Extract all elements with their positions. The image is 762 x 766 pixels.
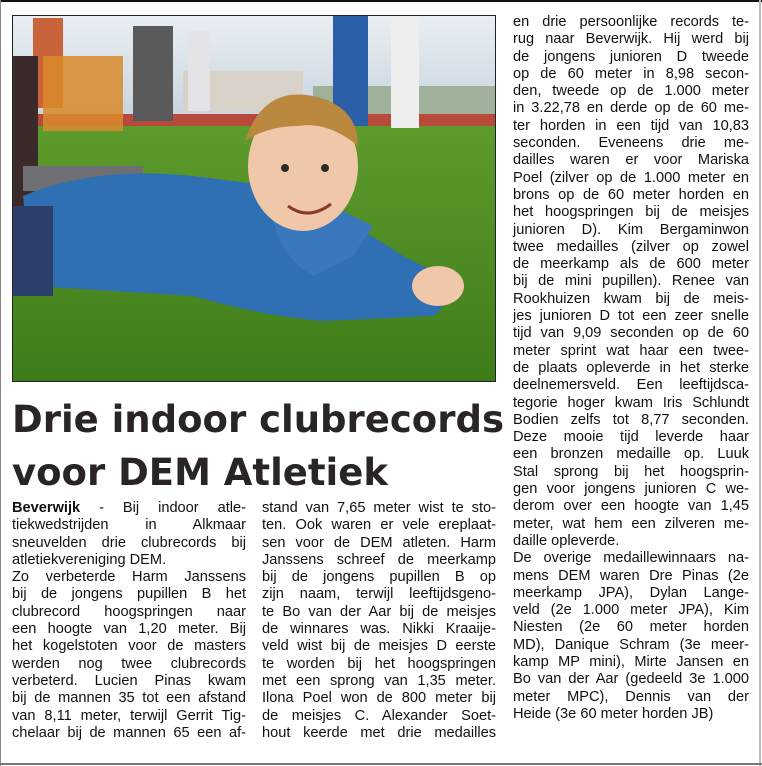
- text-line: jes junioren D tot een zeer snelle: [513, 308, 749, 325]
- dateline: Beverwijk: [12, 500, 81, 516]
- text-line: sen voor de DEM atleten. Harm: [262, 534, 496, 551]
- text-line: atletiekvereniging DEM.: [12, 551, 167, 568]
- text-line: meter, wat hem een zilveren me-: [513, 515, 749, 532]
- text-line: twee medailles (zilver op zowel: [513, 238, 749, 255]
- article-column-2: [262, 500, 496, 742]
- text-line: seconden. Eveneens drie me-: [513, 135, 749, 152]
- text-line: tijd van 9,09 seconden op de 60: [513, 325, 749, 342]
- text-line: Zo verbeterde Harm Janssens: [12, 569, 246, 586]
- text-line: meter sprint wat haar een twee-: [513, 342, 749, 359]
- text-line: deelnemersveld. Een leeftijdsca-: [513, 377, 749, 394]
- text-line: den, tweede op de 1.000 meter: [513, 83, 749, 100]
- text-line: De overige medaillewinnaars na-: [513, 550, 749, 567]
- text-line: sneuvelden drie clubrecords bij: [12, 534, 246, 551]
- text-line: veld (2e 1.000 meter JPA), Kim: [513, 602, 749, 619]
- text-line: de jongens junioren D tweede: [513, 48, 749, 65]
- text-line: het kogelstoten voor de masters: [12, 638, 246, 655]
- text-line: Heide (3e 60 meter horden JB): [513, 705, 714, 722]
- text-line: brons op de 60 meter horden en: [513, 186, 749, 203]
- page-border-bottom: [0, 763, 762, 765]
- text-line: de winnares was. Nikki Kraaije-: [262, 621, 496, 638]
- text-line: op de 60 meter in 8,98 secon-: [513, 65, 749, 82]
- text-line: de meerkamp als de 600 meter: [513, 256, 749, 273]
- text-line: Stal sprong bij het hoogsprin-: [513, 463, 749, 480]
- text-line: tiekwedstrijden in Alkmaar: [12, 517, 246, 534]
- text-line: MD), Danique Schram (3e meer-: [513, 636, 749, 653]
- headline-line-1: Drie indoor clubrecords: [12, 398, 504, 441]
- text-line: kamp MP mini), Mirte Jansen en: [513, 653, 749, 670]
- text-line: bij de jongens pupillen B op: [262, 569, 496, 586]
- text-line: clubrecord hoogspringen naar: [12, 603, 246, 620]
- text-line: in 3.22,78 en derde op de 60 me-: [513, 100, 749, 117]
- text-line: Bo van der Aar (gedeeld 3e 1.000: [513, 671, 749, 688]
- text-line: chelaar bij de mannen 65 een af-: [12, 724, 246, 741]
- text-line: de meisjes C. Alexander Soet-: [262, 707, 496, 724]
- text-line: Niesten (2e 60 meter horden: [513, 619, 749, 636]
- text-line: van 8,11 meter, terwijl Gerrit Tig-: [12, 707, 246, 724]
- text-line: gen voor jongens junioren C we-: [513, 481, 749, 498]
- article-column-1: [12, 500, 246, 742]
- text-line: Ilona Poel won de 800 meter bij: [262, 690, 496, 707]
- text-line: zijn naam, terwijl leeftijdsgeno-: [262, 586, 496, 603]
- text-line: de plaats opleverde in het sterke: [513, 359, 749, 376]
- text-line: bij de mini pupillen). Renee van: [513, 273, 749, 290]
- text-line: te Bo van der Aar bij de meisjes: [262, 603, 496, 620]
- text-line: meerkamp JPA), Dylan Lange-: [513, 584, 749, 601]
- text-line: daille opleverde.: [513, 532, 620, 549]
- page-border-top: [0, 0, 762, 2]
- page-border-right: [759, 0, 761, 766]
- text-line: Poel (zilver op de 1.000 meter en: [513, 169, 749, 186]
- text-line: Deze mooie tijd leverde haar: [513, 429, 749, 446]
- text-line: rug naar Beverwijk. Hij werd bij: [513, 31, 749, 48]
- text-line: een bronzen medaille op. Luuk: [513, 446, 749, 463]
- article-photo: [12, 15, 496, 382]
- text-line: het hoogspringen bij de meisjes: [513, 204, 749, 221]
- text-line: Janssens schreef de meerkamp: [262, 551, 496, 568]
- text-line: tegorie hoger kwam Iris Schlundt: [513, 394, 749, 411]
- text-line: meter MPC), Dennis van der: [513, 688, 749, 705]
- text-line: bij de mannen 35 tot een afstand: [12, 690, 246, 707]
- text-line: Bodien zelfs tot 8,77 seconden.: [513, 411, 749, 428]
- text-line: bij de jongens pupillen B het: [12, 586, 246, 603]
- text-line: mens DEM waren Dre Pinas (2e: [513, 567, 749, 584]
- text-line: junioren D). Kim Bergaminwon: [513, 221, 749, 238]
- text-line: dailles waren er voor Mariska: [513, 152, 749, 169]
- headline-line-2: voor DEM Atletiek: [12, 451, 388, 494]
- text-line: verbeterd. Lucien Pinas kwam: [12, 672, 246, 689]
- photo-boy-on-grass: [13, 16, 495, 381]
- page-border-left: [0, 0, 1, 766]
- text-line: Rookhuizen kwam bij de meis-: [513, 290, 749, 307]
- text-line: ten. Ook waren er vele ereplaat-: [262, 517, 496, 534]
- text-line: een hoogte van 1,20 meter. Bij: [12, 621, 246, 638]
- text-line: stand van 7,65 meter wist te sto-: [262, 500, 496, 516]
- text-line: te worden bij het hoogspringen: [262, 655, 496, 672]
- text-line: ter horden in een tijd van 10,83: [513, 117, 749, 134]
- text-line: derom over een hoogte van 1,45: [513, 498, 749, 515]
- headline: [12, 393, 502, 499]
- text-line: en drie persoonlijke records te-: [513, 14, 749, 30]
- text-line: veld wist bij de meisjes D eerste: [262, 638, 496, 655]
- text-line: werden nog twee clubrecords: [12, 655, 246, 672]
- text-line: hout keerde met drie medailles: [262, 724, 496, 741]
- article-column-3: [513, 14, 749, 723]
- text-line: - Bij indoor atle-: [80, 500, 246, 516]
- text-line: met een sprong van 1,35 meter.: [262, 672, 496, 689]
